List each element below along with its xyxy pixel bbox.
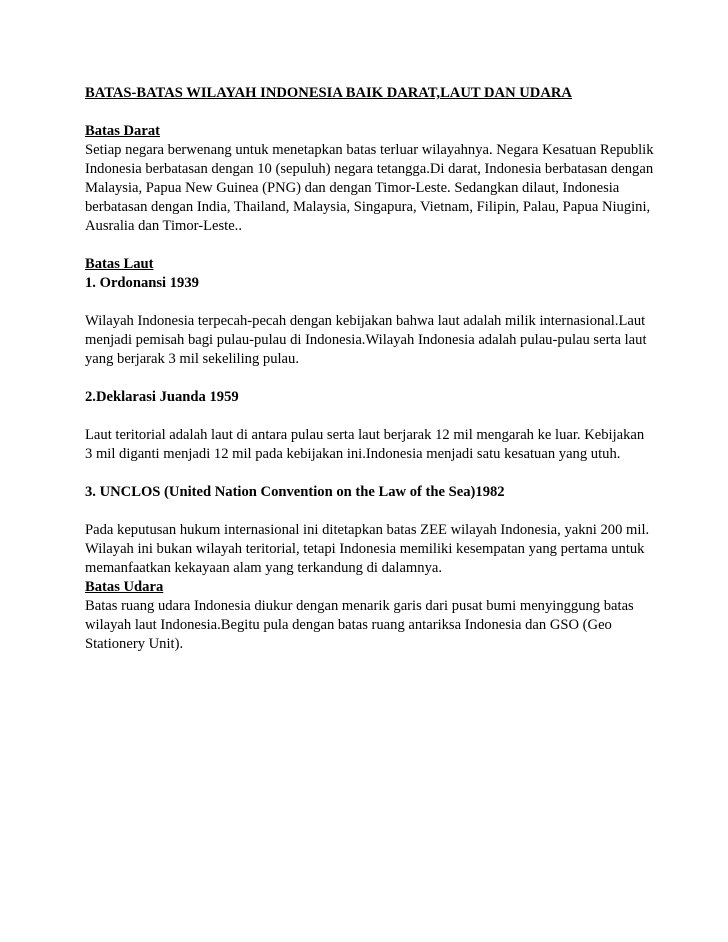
paragraph-line: 3 mil diganti menjadi 12 mil pada kebijakan ini.Indonesia menjadi satu kesatuan yang utuh. xyxy=(85,446,621,462)
subheading-unclos: 3. UNCLOS (United Nation Convention on the Law of the Sea)1982 xyxy=(85,484,505,500)
section-heading-darat: Batas Darat xyxy=(85,123,160,139)
paragraph-line: yang berjarak 3 mil sekeliling pulau. xyxy=(85,351,299,367)
subheading-juanda: 2.Deklarasi Juanda 1959 xyxy=(85,389,239,405)
paragraph-line: Wilayah ini bukan wilayah teritorial, tetapi Indonesia memiliki kesempatan yang pertama untuk xyxy=(85,541,645,557)
paragraph-line: Malaysia, Papua New Guinea (PNG) dan dengan Timor-Leste. Sedangkan dilaut, Indonesia xyxy=(85,180,620,196)
paragraph-line: Stationery Unit). xyxy=(85,636,184,652)
section-heading-laut: Batas Laut xyxy=(85,256,154,272)
paragraph-line: Pada keputusan hukum internasional ini ditetapkan batas ZEE wilayah Indonesia, yakni 200 mil. xyxy=(85,522,650,538)
paragraph-line: Indonesia berbatasan dengan 10 (sepuluh) negara tetangga.Di darat, Indonesia berbatasan dengan xyxy=(85,161,654,177)
paragraph-line: memanfaatkan kekayaan alam yang terkandung di dalamnya. xyxy=(85,560,442,576)
section-heading-udara: Batas Udara xyxy=(85,579,164,595)
document-title: BATAS-BATAS WILAYAH INDONESIA BAIK DARAT,LAUT DAN UDARA xyxy=(85,85,572,101)
paragraph-line: Batas ruang udara Indonesia diukur dengan menarik garis dari pusat bumi menyinggung batas xyxy=(85,598,634,614)
paragraph-line: wilayah laut Indonesia.Begitu pula dengan batas ruang antariksa Indonesia dan GSO (Geo xyxy=(85,617,612,633)
subheading-ordonansi: 1. Ordonansi 1939 xyxy=(85,275,199,291)
paragraph-line: menjadi pemisah bagi pulau-pulau di Indonesia.Wilayah Indonesia adalah pulau-pulau serta laut xyxy=(85,332,647,348)
paragraph-line: Ausralia dan Timor-Leste.. xyxy=(85,218,242,234)
paragraph-line: Setiap negara berwenang untuk menetapkan batas terluar wilayahnya. Negara Kesatuan Republik xyxy=(85,142,654,158)
paragraph-line: berbatasan dengan India, Thailand, Malaysia, Singapura, Vietnam, Filipin, Palau, Papua Niugini, xyxy=(85,199,651,215)
document-body xyxy=(85,84,665,654)
paragraph-line: Laut teritorial adalah laut di antara pulau serta laut berjarak 12 mil mengarah ke luar. Kebijakan xyxy=(85,427,645,443)
paragraph-line: Wilayah Indonesia terpecah-pecah dengan kebijakan bahwa laut adalah milik internasional.Laut xyxy=(85,313,646,329)
